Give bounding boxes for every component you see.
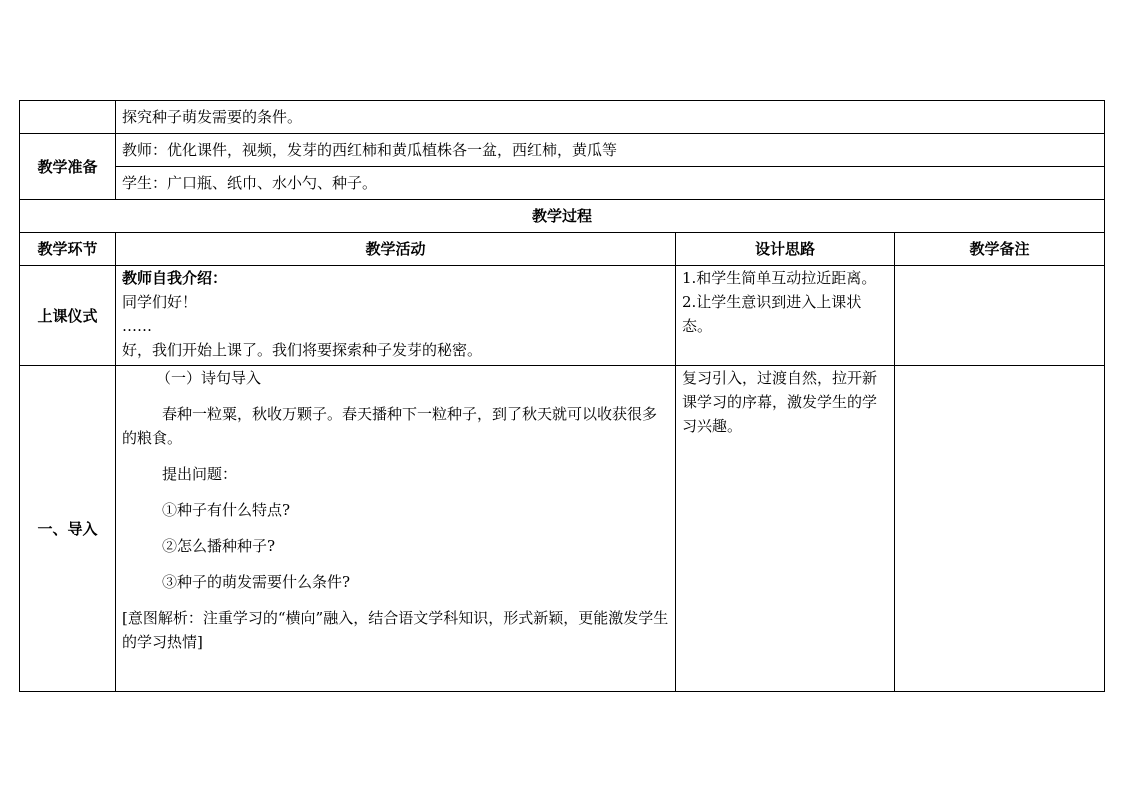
question-3: ③种子的萌发需要什么条件? — [162, 573, 351, 591]
process-title: 教学过程 — [20, 200, 1105, 233]
ceremony-stage: 上课仪式 — [20, 266, 116, 366]
header-activity: 教学活动 — [116, 233, 676, 266]
ellipsis-text: …… — [122, 317, 152, 335]
header-stage: 教学环节 — [20, 233, 116, 266]
section-heading: （一）诗句导入 — [156, 369, 262, 387]
question-1: ①种子有什么特点? — [162, 501, 291, 519]
poem-text: 春种一粒粟，秋收万颗子。春天播种下一粒种子，到了秋天就可以收获很多的粮食。 — [122, 405, 658, 447]
ceremony-activity — [116, 266, 676, 366]
intro-row — [20, 366, 1105, 692]
header-row — [20, 233, 1105, 266]
question-intro: 提出问题： — [162, 465, 238, 483]
process-title-row — [20, 200, 1105, 233]
lesson-plan-table — [19, 100, 1105, 692]
intro-stage: 一、导入 — [20, 366, 116, 692]
ceremony-notes — [895, 266, 1105, 366]
prep-label: 教学准备 — [20, 134, 116, 200]
objective-label-cell — [20, 101, 116, 134]
prep-student-text: 学生：广口瓶、纸巾、水小勺、种子。 — [116, 167, 1105, 200]
start-text: 好，我们开始上课了。我们将要探索种子发芽的秘密。 — [122, 341, 483, 359]
intro-title: 教师自我介绍： — [122, 269, 228, 287]
question-2: ②怎么播种种子? — [162, 537, 276, 555]
objective-text: 探究种子萌发需要的条件。 — [116, 101, 1105, 134]
header-notes: 教学备注 — [895, 233, 1105, 266]
prep-teacher-text: 教师：优化课件，视频，发芽的西红柿和黄瓜植株各一盆，西红柿，黄瓜等 — [116, 134, 1105, 167]
intent-analysis: [意图解析：注重学习的“横向”融入，结合语文学科知识，形式新颖，更能激发学生的学习热情] — [122, 609, 669, 651]
intro-activity — [116, 366, 676, 692]
greeting-text: 同学们好！ — [122, 293, 198, 311]
prep-student-row — [20, 167, 1105, 200]
ceremony-design: 1.和学生简单互动拉近距离。2.让学生意识到进入上课状态。 — [676, 266, 895, 366]
header-design: 设计思路 — [676, 233, 895, 266]
ceremony-row — [20, 266, 1105, 366]
intro-notes — [895, 366, 1105, 692]
prep-teacher-row — [20, 134, 1105, 167]
intro-design: 复习引入，过渡自然，拉开新课学习的序幕，激发学生的学习兴趣。 — [676, 366, 895, 692]
objective-row — [20, 101, 1105, 134]
